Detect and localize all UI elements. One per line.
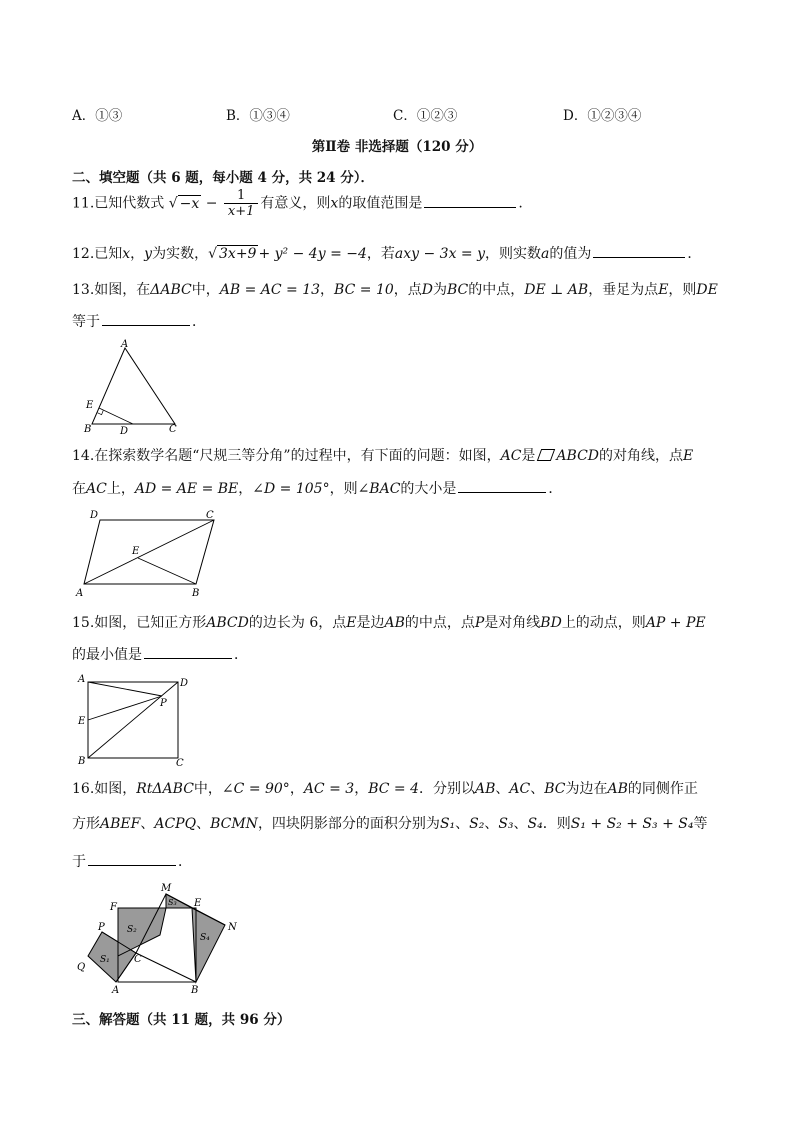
q16-text-d: 为边在 bbox=[565, 781, 608, 797]
question-11: 11.已知代数式 √ −x − $\frac{1}{x+1}$ 有意义，则x的取值范围是 . bbox=[72, 188, 523, 219]
q12-text5: 的值为 bbox=[549, 246, 592, 262]
q13-E: E bbox=[658, 282, 669, 298]
q13-label-C: C bbox=[169, 424, 177, 434]
q14-AC2: AC bbox=[86, 481, 107, 497]
q13-perp: DE ⊥ AB bbox=[524, 282, 589, 298]
q14-figure bbox=[72, 508, 222, 598]
q15-label-D: D bbox=[180, 678, 189, 689]
q15-text-a: 15.如图，已知正方形 bbox=[72, 615, 207, 631]
q14-text-line2a: 在 bbox=[72, 481, 86, 497]
option-d: D．①②③④ bbox=[563, 108, 642, 124]
q15-label-P: P bbox=[160, 698, 167, 709]
q16-figure bbox=[72, 880, 252, 998]
q16-text-b: 中， bbox=[193, 781, 222, 797]
section2-heading: 二、填空题（共 6 题，每小题 4 分，共 24 分）． bbox=[72, 170, 375, 186]
q12-x: x bbox=[122, 246, 131, 262]
q13-label-D: D bbox=[120, 426, 129, 434]
q13-figure bbox=[80, 338, 190, 434]
q16-text-line2c: ．则 bbox=[542, 816, 571, 832]
q13-text-d: 为 bbox=[433, 282, 447, 298]
q14-text-c: 的对角线，点 bbox=[599, 448, 684, 464]
q12-text4: ，则实数 bbox=[485, 246, 542, 262]
q16-label-N: N bbox=[228, 922, 237, 933]
q14-text-line2c: ，则 bbox=[329, 481, 358, 497]
q16-s5: 、 bbox=[455, 816, 470, 832]
q16-text-line2b: ，四块阴影部分的面积分别为 bbox=[257, 816, 440, 832]
question-16-line3 bbox=[72, 851, 192, 872]
q16-S1: S₁ bbox=[439, 816, 456, 832]
q16-label-F: F bbox=[110, 902, 117, 913]
q14-label-A: A bbox=[76, 588, 84, 598]
q12-a: a bbox=[541, 246, 550, 262]
q15-text-c: 是边 bbox=[356, 615, 385, 631]
q14-text-b: 是 bbox=[521, 448, 536, 464]
q13-label-B: B bbox=[84, 424, 92, 434]
q15-P: P bbox=[474, 615, 485, 631]
q11-number: 11. bbox=[72, 195, 95, 212]
q13-label-E: E bbox=[86, 400, 94, 411]
q16-label-A: A bbox=[112, 985, 120, 996]
q13-eq1: AB = AC = 13 bbox=[219, 282, 321, 298]
q12-text1: 已知 bbox=[94, 246, 123, 262]
q16-S4: S₄ bbox=[527, 816, 543, 832]
q16-rt: RtΔABC bbox=[136, 781, 194, 797]
q16-AB2: AB bbox=[607, 781, 628, 797]
q16-BC: BC bbox=[544, 781, 566, 797]
q13-label-A: A bbox=[121, 339, 129, 350]
q13-text-line2: 等于 bbox=[72, 314, 100, 330]
q11-sqrt-expr: −x bbox=[179, 195, 200, 212]
q11-var: x bbox=[330, 195, 339, 212]
q15-text-b: 的边长为 6，点 bbox=[248, 615, 347, 631]
q16-s4: 、 bbox=[196, 816, 211, 832]
q12-text2: 为实数， bbox=[152, 246, 209, 262]
q13-text-a: 13.如图，在 bbox=[72, 282, 151, 298]
question-15-line2 bbox=[72, 644, 248, 665]
q13-end: ． bbox=[192, 314, 206, 330]
option-b: B．①③④ bbox=[226, 108, 290, 124]
q15-label-E: E bbox=[78, 716, 86, 727]
q16-text-line2d: 等 bbox=[693, 816, 708, 832]
q12-end: ． bbox=[687, 246, 702, 262]
q14-E: E bbox=[683, 448, 694, 464]
question-12: 12.已知x，y为实数，√ 3x+9 + y² − 4y = −4，若axy − 3x = y，则实数a的值为 ． bbox=[72, 243, 701, 264]
q14-comma: ， bbox=[238, 481, 253, 497]
question-15-line1 bbox=[72, 613, 706, 633]
q16-text-a: 16.如图， bbox=[72, 781, 137, 797]
q16-sum: S₁ + S₂ + S₃ + S₄ bbox=[570, 816, 694, 832]
q16-label-C: C bbox=[134, 954, 142, 965]
question-14-line2 bbox=[72, 478, 562, 499]
q13-text-e: 的中点， bbox=[468, 282, 525, 298]
q12-comma: ， bbox=[130, 246, 145, 262]
q16-label-P: P bbox=[98, 922, 105, 933]
q13-comma: ， bbox=[320, 282, 335, 298]
option-a: A．①③ bbox=[72, 108, 123, 124]
q15-expr: AP + PE bbox=[645, 615, 706, 631]
q13-text-b: 中， bbox=[191, 282, 220, 298]
q16-AB: AB bbox=[475, 781, 496, 797]
q16-end: ． bbox=[178, 854, 192, 870]
q16-label-S1: S₁ bbox=[100, 955, 110, 965]
q16-text-e: 的同侧作正 bbox=[627, 781, 698, 797]
q14-label-E: E bbox=[132, 546, 140, 557]
q13-text-c: ，点 bbox=[393, 282, 422, 298]
question-16-line2 bbox=[72, 814, 707, 834]
q15-BD: BD bbox=[540, 615, 562, 631]
question-14-line1 bbox=[72, 446, 693, 466]
q16-answer-blank[interactable] bbox=[88, 851, 176, 866]
q16-label-Q: Q bbox=[77, 962, 86, 973]
q11-fraction bbox=[224, 188, 259, 219]
q13-answer-blank[interactable] bbox=[102, 311, 190, 326]
q11-end: . bbox=[518, 195, 523, 212]
q15-label-C: C bbox=[176, 758, 184, 768]
q16-c1: ， bbox=[289, 781, 304, 797]
option-c: C．①②③ bbox=[393, 108, 458, 124]
q16-label-B: B bbox=[191, 985, 199, 996]
q15-text-f: 上的动点，则 bbox=[561, 615, 646, 631]
q16-label-M: M bbox=[161, 883, 172, 894]
q11-text1: 已知代数式 bbox=[94, 195, 165, 212]
q16-s1: 、 bbox=[495, 781, 510, 797]
q16-text-line3: 于 bbox=[72, 854, 86, 870]
q11-answer-blank[interactable] bbox=[424, 193, 516, 208]
q14-answer-blank[interactable] bbox=[458, 478, 546, 493]
q12-sqrt-expr: 3x+9 bbox=[219, 246, 257, 262]
q16-eq1: ∠C = 90° bbox=[221, 781, 290, 797]
q16-shade-s2 bbox=[118, 908, 166, 956]
q16-sq1: ABEF bbox=[100, 816, 141, 832]
q16-c2: ， bbox=[354, 781, 369, 797]
q16-sq2: ACPQ bbox=[154, 816, 197, 832]
q14-end: ． bbox=[548, 481, 563, 497]
q16-sq3: BCMN bbox=[210, 816, 258, 832]
q15-text-e: 是对角线 bbox=[484, 615, 541, 631]
q15-end: ． bbox=[234, 647, 248, 663]
q14-text-a: 14.在探索数学名题“尺规三等分角”的过程中，有下面的问题：如图， bbox=[72, 448, 501, 464]
q15-label-B: B bbox=[78, 756, 86, 767]
part2-title: 第Ⅱ卷 非选择题（120 分） bbox=[311, 139, 483, 155]
q13-eq2: BC = 10 bbox=[334, 282, 394, 298]
question-16-line1 bbox=[72, 779, 698, 799]
q13-D: D bbox=[421, 282, 433, 298]
q12-number: 12. bbox=[72, 246, 95, 262]
q15-text-line2: 的最小值是 bbox=[72, 647, 142, 663]
q16-text-c: ．分别以 bbox=[419, 781, 475, 797]
question-13-line1 bbox=[72, 280, 718, 300]
q16-label-S2: S₂ bbox=[127, 925, 137, 935]
question-13-line2 bbox=[72, 311, 206, 332]
q15-label-A: A bbox=[78, 674, 86, 685]
q14-text-line2d: 的大小是 bbox=[400, 481, 457, 497]
q15-figure bbox=[72, 672, 192, 768]
q13-BC: BC bbox=[447, 282, 469, 298]
q12-y: y bbox=[144, 246, 153, 262]
section3-heading: 三、解答题（共 11 题，共 96 分） bbox=[72, 1012, 291, 1028]
q11-frac-num: 1 bbox=[224, 188, 259, 204]
q16-label-S4: S₄ bbox=[200, 933, 210, 943]
q13-text-f: ，垂足为点 bbox=[588, 282, 659, 298]
q11-minus: − bbox=[205, 195, 218, 212]
q16-label-E: E bbox=[194, 898, 202, 909]
q14-eq2: ∠D = 105° bbox=[252, 481, 330, 497]
q16-shade-s4 bbox=[192, 908, 225, 982]
q14-label-B: B bbox=[192, 588, 200, 598]
q15-text-d: 的中点，点 bbox=[404, 615, 475, 631]
q11-text2: 有意义，则 bbox=[260, 195, 331, 212]
q16-s6: 、 bbox=[484, 816, 499, 832]
q13-text-g: ，则 bbox=[668, 282, 697, 298]
q16-label-S3: S₃ bbox=[168, 898, 177, 907]
q16-AC: AC bbox=[509, 781, 531, 797]
q13-DE: DE bbox=[696, 282, 718, 298]
q14-para: ABCD bbox=[556, 448, 600, 464]
q14-label-D: D bbox=[90, 510, 99, 521]
q15-E: E bbox=[346, 615, 357, 631]
q12-eq-rest: + y² − 4y = −4 bbox=[258, 246, 367, 262]
q16-S3: S₃ bbox=[498, 816, 514, 832]
q16-s2: 、 bbox=[530, 781, 545, 797]
parallelogram-icon bbox=[537, 449, 555, 461]
q15-square: ABCD bbox=[206, 615, 249, 631]
q15-answer-blank[interactable] bbox=[144, 644, 232, 659]
q16-eq3: BC = 4 bbox=[368, 781, 419, 797]
q11-text3: 的取值范围是 bbox=[338, 195, 423, 212]
q13-triangle: ΔABC bbox=[150, 282, 192, 298]
q16-eq2: AC = 3 bbox=[303, 781, 355, 797]
q15-AB: AB bbox=[384, 615, 405, 631]
q14-AC: AC bbox=[500, 448, 522, 464]
q11-frac-den: x+1 bbox=[227, 204, 255, 219]
q12-text3: ，若 bbox=[366, 246, 395, 262]
q14-label-C: C bbox=[206, 510, 214, 521]
q16-S2: S₂ bbox=[469, 816, 485, 832]
q14-eq1: AD = AE = BE bbox=[134, 481, 239, 497]
q16-s3: 、 bbox=[140, 816, 155, 832]
q16-text-line2a: 方形 bbox=[72, 816, 100, 832]
q12-answer-blank[interactable] bbox=[593, 243, 685, 258]
q14-angle: ∠BAC bbox=[357, 481, 401, 497]
q16-s7: 、 bbox=[513, 816, 528, 832]
q14-text-line2b: 上， bbox=[106, 481, 135, 497]
q12-eq2: axy − 3x = y bbox=[394, 246, 486, 262]
